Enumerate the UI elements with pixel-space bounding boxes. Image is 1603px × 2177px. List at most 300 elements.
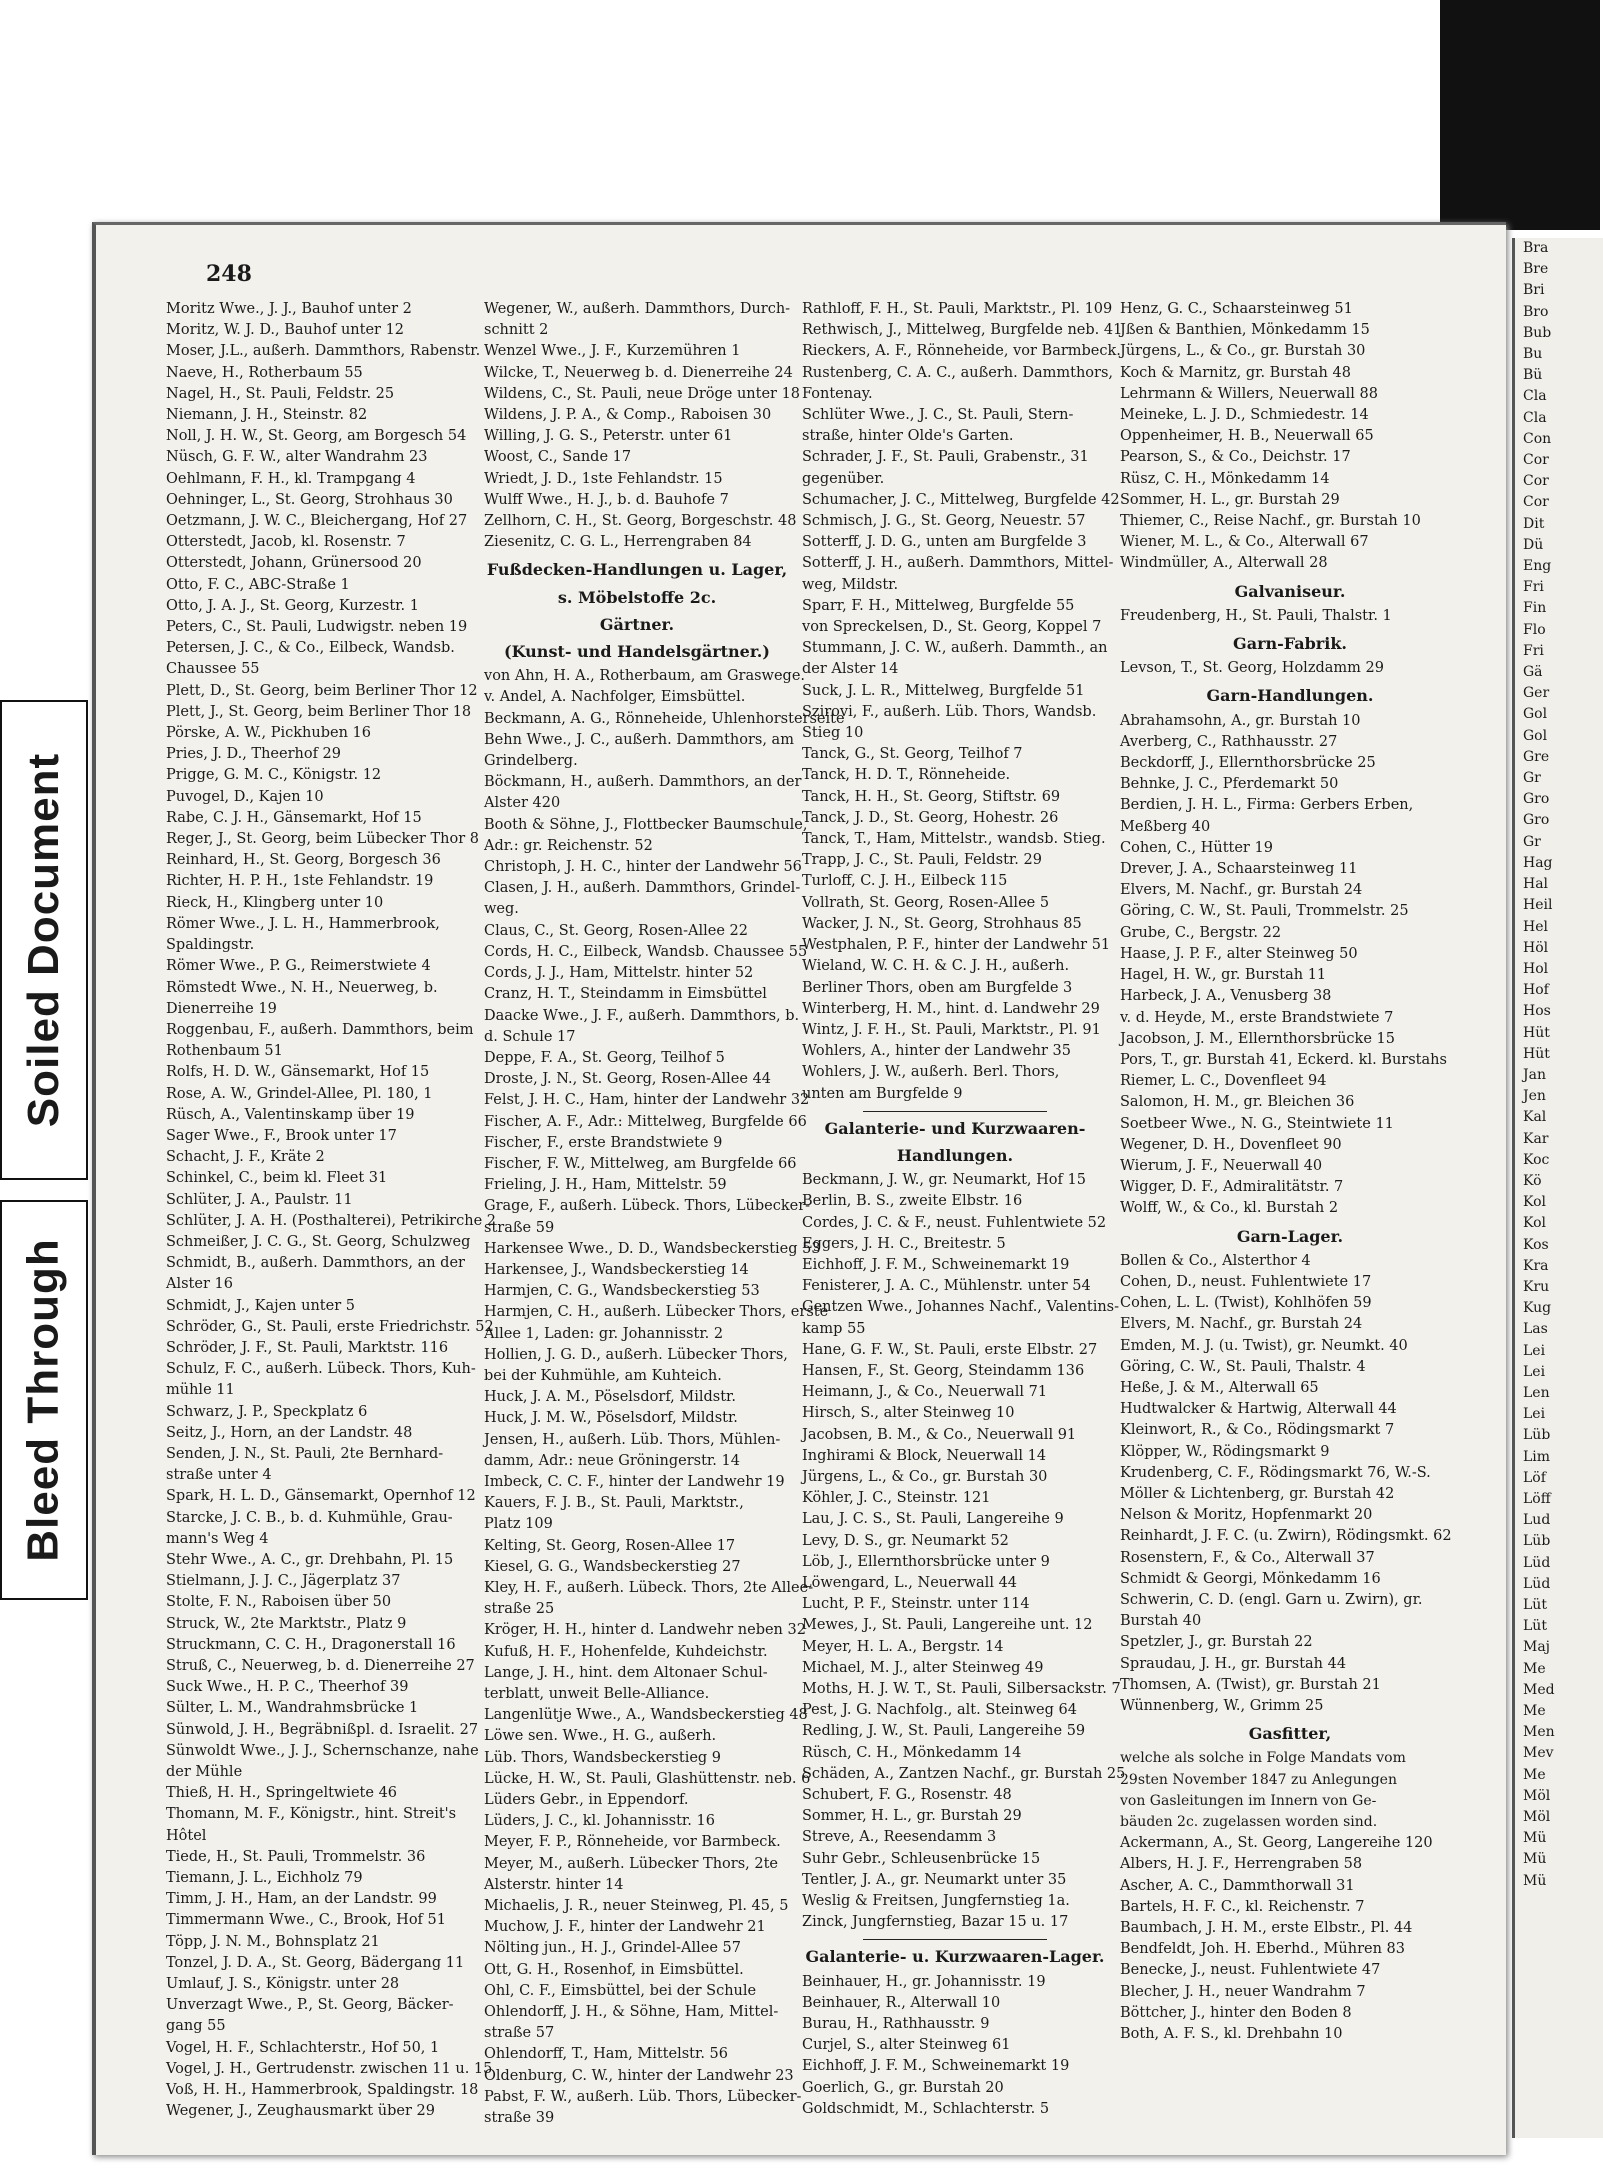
directory-entry: Clasen, J. H., außerh. Dammthors, Grindel- — [484, 880, 801, 897]
directory-entry: Stolte, F. N., Raboisen über 50 — [166, 1594, 392, 1611]
section-heading: Galvaniseur. — [1234, 581, 1346, 601]
directory-entry: Emden, M. J. (u. Twist), gr. Neumkt. 40 — [1120, 1337, 1408, 1354]
directory-entry: Cords, J. J., Ham, Mittelstr. hinter 52 — [484, 965, 754, 982]
directory-entry: Winterberg, H. M., hint. d. Landwehr 29 — [802, 1000, 1100, 1017]
adjacent-page-fragment: Men — [1523, 1724, 1555, 1741]
directory-entry: Reger, J., St. Georg, beim Lübecker Thor 8 — [166, 831, 479, 848]
directory-entry: Spetzler, J., gr. Burstah 22 — [1120, 1634, 1313, 1651]
directory-entry: Freudenberg, H., St. Pauli, Thalstr. 1 — [1120, 607, 1392, 624]
directory-entry: Nölting jun., H. J., Grindel-Allee 57 — [484, 1940, 741, 1957]
adjacent-page-fragment: Dit — [1523, 515, 1545, 532]
directory-entry: bei der Kuhmühle, am Kuhteich. — [484, 1367, 722, 1384]
directory-entry: Chaussee 55 — [166, 661, 260, 678]
directory-entry: Tanck, G., St. Georg, Teilhof 7 — [802, 746, 1023, 763]
directory-entry: Rüsch, C. H., Mönkedamm 14 — [802, 1744, 1022, 1761]
directory-entry: Levson, T., St. Georg, Holzdamm 29 — [1120, 660, 1384, 677]
directory-entry: Lücke, H. W., St. Pauli, Glashüttenstr. neb. 6 — [484, 1770, 811, 1787]
directory-entry: weg. — [484, 901, 519, 918]
directory-entry: Rabe, C. J. H., Gänsemarkt, Hof 15 — [166, 809, 422, 826]
directory-entry: Wildens, J. P. A., & Comp., Raboisen 30 — [484, 407, 772, 424]
directory-entry: Allee 1, Laden: gr. Johannisstr. 2 — [484, 1325, 724, 1342]
directory-entry: Wilcke, T., Neuerweg b. d. Dienerreihe 24 — [484, 364, 793, 381]
directory-entry: Rothenbaum 51 — [166, 1043, 283, 1060]
adjacent-page-fragment: Möl — [1523, 1787, 1551, 1804]
directory-entry: Löwe sen. Wwe., H. G., außerh. — [484, 1728, 717, 1745]
directory-entry: Tanck, H. H., St. Georg, Stiftstr. 69 — [802, 788, 1061, 805]
directory-entry: Schubert, F. G., Rosenstr. 48 — [802, 1787, 1012, 1804]
directory-entry: Tonzel, J. D. A., St. Georg, Bädergang 11 — [166, 1954, 465, 1971]
directory-entry: Ziesenitz, C. G. L., Herrengraben 84 — [484, 534, 752, 551]
directory-entry: Löb, J., Ellernthorsbrücke unter 9 — [802, 1553, 1050, 1570]
directory-entry: Lüb. Thors, Wandsbeckerstieg 9 — [484, 1749, 722, 1766]
directory-entry: Beckmann, A. G., Rönneheide, Uhlenhorsterseite — [484, 710, 845, 727]
directory-entry: Thomsen, A. (Twist), gr. Burstah 21 — [1120, 1676, 1381, 1693]
directory-entry: Ascher, A. C., Dammthorwall 31 — [1120, 1877, 1355, 1894]
adjacent-page-fragment: Lüd — [1523, 1575, 1551, 1592]
directory-entry: Tiede, H., St. Pauli, Trommelstr. 36 — [166, 1848, 426, 1865]
directory-entry: Behn Wwe., J. C., außerh. Dammthors, am — [484, 731, 794, 748]
adjacent-page-fragment: Hos — [1523, 1003, 1551, 1020]
directory-entry: Lucht, P. F., Steinstr. unter 114 — [802, 1596, 1030, 1613]
directory-entry: straße 25 — [484, 1601, 555, 1618]
directory-entry: Huck, J. M. W., Pöselsdorf, Mildstr. — [484, 1410, 738, 1427]
directory-entry: Cohen, L. L. (Twist), Kohlhöfen 59 — [1120, 1295, 1372, 1312]
directory-entry: Tanck, J. D., St. Georg, Hohestr. 26 — [802, 809, 1059, 826]
directory-entry: Felst, J. H. C., Ham, hinter der Landwehr 32 — [484, 1092, 810, 1109]
directory-entry: Alster 420 — [484, 795, 561, 812]
directory-entry: Unverzagt Wwe., P., St. Georg, Bäcker- — [166, 1997, 454, 2014]
directory-entry: Schlüter, J. A., Paulstr. 11 — [166, 1191, 353, 1208]
directory-entry: Puvogel, D., Kajen 10 — [166, 788, 324, 805]
directory-entry: Voß, H. H., Hammerbrook, Spaldingstr. 18 — [166, 2082, 479, 2099]
directory-entry: Ott, G. H., Rosenhof, in Eimsbüttel. — [484, 1961, 744, 1978]
document-page — [92, 222, 1506, 2155]
adjacent-page-fragment: Kos — [1523, 1236, 1549, 1253]
directory-entry: Beinhauer, H., gr. Johannisstr. 19 — [802, 1973, 1046, 1990]
directory-entry: Berdien, J. H. L., Firma: Gerbers Erben, — [1120, 797, 1414, 814]
directory-entry: Heße, J. & M., Alterwall 65 — [1120, 1379, 1319, 1396]
directory-entry: Starcke, J. C. B., b. d. Kuhmühle, Grau- — [166, 1509, 453, 1526]
directory-entry: Reinhard, H., St. Georg, Borgesch 36 — [166, 852, 441, 869]
directory-entry: Göring, C. W., St. Pauli, Trommelstr. 25 — [1120, 903, 1409, 920]
directory-entry: Soetbeer Wwe., N. G., Steintwiete 11 — [1120, 1115, 1394, 1132]
directory-entry: Salomon, H. M., gr. Bleichen 36 — [1120, 1094, 1355, 1111]
directory-entry: Spraudau, J. H., gr. Burstah 44 — [1120, 1655, 1347, 1672]
directory-entry: Kleinwort, R., & Co., Rödingsmarkt 7 — [1120, 1422, 1395, 1439]
directory-entry: Jensen, H., außerh. Lüb. Thors, Mühlen- — [484, 1431, 781, 1448]
directory-entry: Fenisterer, J. A. C., Mühlenstr. unter 54 — [802, 1278, 1091, 1295]
adjacent-page-fragment: Lei — [1523, 1342, 1546, 1359]
directory-entry: Rethwisch, J., Mittelweg, Burgfelde neb. 41 — [802, 322, 1123, 339]
adjacent-page-fragment: Kal — [1523, 1109, 1547, 1126]
directory-entry: Szirovi, F., außerh. Lüb. Thors, Wandsb. — [802, 703, 1097, 720]
column-1 — [166, 299, 496, 2122]
adjacent-page-fragment: Cor — [1523, 473, 1549, 490]
directory-entry: Ohl, C. F., Eimsbüttel, bei der Schule — [484, 1982, 757, 1999]
directory-entry: von Ahn, H. A., Rotherbaum, am Graswege. — [484, 668, 806, 685]
directory-entry: Schröder, G., St. Pauli, erste Friedrichstr. 52 — [166, 1318, 494, 1335]
directory-entry: Streve, A., Reesendamm 3 — [802, 1829, 997, 1846]
adjacent-page-fragment: Kra — [1523, 1257, 1549, 1274]
directory-entry: gang 55 — [166, 2018, 226, 2035]
adjacent-page-fragment: Bub — [1523, 324, 1552, 341]
directory-entry: Wohlers, A., hinter der Landwehr 35 — [802, 1043, 1071, 1060]
directory-entry: Hagel, H. W., gr. Burstah 11 — [1120, 967, 1327, 984]
directory-entry: Schwerin, C. D. (engl. Garn u. Zwirn), gr. — [1120, 1591, 1423, 1608]
directory-entry: Pest, J. G. Nachfolg., alt. Steinweg 64 — [802, 1702, 1077, 1719]
directory-entry: Moritz, W. J. D., Bauhof unter 12 — [166, 322, 405, 339]
directory-entry: Zellhorn, C. H., St. Georg, Borgeschstr. 48 — [484, 513, 797, 530]
adjacent-page-fragment: Bro — [1523, 303, 1549, 320]
directory-entry: Harkensee, J., Wandsbeckerstieg 14 — [484, 1261, 749, 1278]
directory-entry: Moritz Wwe., J. J., Bauhof unter 2 — [166, 301, 412, 317]
section-note: bäuden 2c. zugelassen worden sind. — [1120, 1814, 1378, 1831]
section-heading: Garn-Lager. — [1236, 1226, 1344, 1246]
directory-entry: Droste, J. N., St. Georg, Rosen-Allee 44 — [484, 1071, 772, 1088]
adjacent-page-fragment: Bü — [1523, 367, 1543, 384]
directory-entry: Bartels, H. F. C., kl. Reichenstr. 7 — [1120, 1898, 1365, 1915]
adjacent-page-fragment: Fri — [1523, 579, 1544, 596]
directory-entry: Niemann, J. H., Steinstr. 82 — [166, 407, 368, 424]
directory-entry: Schrader, J. F., St. Pauli, Grabenstr., 31 — [802, 449, 1089, 466]
directory-entry: Kiesel, G. G., Wandsbeckerstieg 27 — [484, 1558, 741, 1575]
directory-entry: straße 57 — [484, 2025, 555, 2042]
directory-entry: Burstah 40 — [1120, 1613, 1202, 1630]
directory-entry: Inghirami & Block, Neuerwall 14 — [802, 1447, 1047, 1464]
directory-entry: Albers, H. J. F., Herrengraben 58 — [1120, 1856, 1363, 1873]
directory-entry: Sünwold, J. H., Begräbnißpl. d. Israelit. 27 — [166, 1721, 479, 1738]
directory-entry: Daacke Wwe., J. F., außerh. Dammthors, b. — [484, 1007, 800, 1024]
directory-entry: Kröger, H. H., hinter d. Landwehr neben 32 — [484, 1622, 806, 1639]
directory-entry: Baumbach, J. H. M., erste Elbstr., Pl. 44 — [1120, 1920, 1413, 1937]
directory-entry: Kley, H. F., außerh. Lübeck. Thors, 2te Allee- — [484, 1579, 814, 1596]
directory-entry: Wiener, M. L., & Co., Alterwall 67 — [1120, 534, 1369, 551]
directory-entry: Fischer, A. F., Adr.: Mittelweg, Burgfelde 66 — [484, 1113, 807, 1130]
directory-entry: Wegener, D. H., Dovenfleet 90 — [1120, 1136, 1342, 1153]
directory-entry: Spark, H. L. D., Gänsemarkt, Opernhof 12 — [166, 1488, 476, 1505]
directory-entry: Römstedt Wwe., N. H., Neuerweg, b. — [166, 979, 438, 996]
directory-entry: Oetzmann, J. W. C., Bleichergang, Hof 27 — [166, 513, 468, 530]
directory-entry: Wenzel Wwe., J. F., Kurzemühren 1 — [484, 343, 741, 360]
directory-entry: Naeve, H., Rotherbaum 55 — [166, 364, 363, 381]
directory-entry: Otto, J. A. J., St. Georg, Kurzestr. 1 — [166, 597, 419, 614]
directory-entry: Wigger, D. F., Admiralitätstr. 7 — [1120, 1179, 1344, 1196]
directory-entry: Weslig & Freitsen, Jungfernstieg 1a. — [802, 1893, 1070, 1910]
adjacent-page-fragment: Hof — [1523, 982, 1549, 999]
directory-entry: Roggenbau, F., außerh. Dammthors, beim — [166, 1021, 474, 1038]
adjacent-page-fragment: Lei — [1523, 1363, 1546, 1380]
soiled-document-label — [0, 700, 88, 1180]
directory-entry: Schumacher, J. C., Mittelweg, Burgfelde 42 — [802, 491, 1120, 508]
adjacent-page-fragment: Lüt — [1523, 1597, 1547, 1613]
adjacent-page-fragment: Bu — [1523, 346, 1543, 363]
directory-entry: Jürgens, L., & Co., gr. Burstah 30 — [802, 1468, 1048, 1485]
adjacent-page-fragment: Hol — [1523, 960, 1549, 977]
adjacent-page-fragment: Mü — [1523, 1830, 1547, 1847]
adjacent-page-fragment: Lüt — [1523, 1618, 1547, 1635]
directory-entry: Rieck, H., Klingberg unter 10 — [166, 894, 384, 911]
directory-entry: Otto, F. C., ABC-Straße 1 — [166, 576, 350, 593]
directory-entry: Peters, C., St. Pauli, Ludwigstr. neben 19 — [166, 619, 468, 636]
directory-entry: Mewes, J., St. Pauli, Langereihe unt. 12 — [802, 1617, 1093, 1634]
directory-entry: Rolfs, H. D. W., Gänsemarkt, Hof 15 — [166, 1064, 430, 1081]
adjacent-page-fragment: Lüb — [1523, 1533, 1551, 1550]
directory-entry: Moths, H. J. W. T., St. Pauli, Silbersackstr. 7 — [802, 1681, 1121, 1697]
directory-entry: Schmisch, J. G., St. Georg, Neuestr. 57 — [802, 513, 1086, 530]
directory-entry: straße 59 — [484, 1219, 555, 1236]
directory-entry: Thomann, M. F., Königstr., hint. Streit's — [166, 1806, 457, 1823]
directory-entry: Meßberg 40 — [1120, 818, 1211, 835]
directory-entry: Bollen & Co., Alsterthor 4 — [1120, 1252, 1311, 1269]
directory-entry: Elvers, M. Nachf., gr. Burstah 24 — [1120, 1316, 1363, 1333]
directory-entry: Wohlers, J. W., außerh. Berl. Thors, — [802, 1064, 1060, 1081]
directory-entry: Abrahamsohn, A., gr. Burstah 10 — [1120, 712, 1361, 729]
directory-entry: Platz 109 — [484, 1516, 553, 1533]
adjacent-page-fragment: Hel — [1523, 918, 1548, 935]
directory-entry: Spaldingstr. — [166, 937, 255, 954]
directory-entry: Westphalen, P. F., hinter der Landwehr 51 — [802, 937, 1111, 954]
directory-entry: Löwengard, L., Neuerwall 44 — [802, 1574, 1018, 1591]
directory-entry: d. Schule 17 — [484, 1028, 576, 1045]
directory-entry: Booth & Söhne, J., Flottbecker Baumschule, — [484, 816, 808, 833]
directory-entry: Cords, H. C., Eilbeck, Wandsb. Chaussee 55 — [484, 943, 808, 960]
adjacent-page-fragment: Me — [1523, 1766, 1546, 1783]
adjacent-page-fragment: Len — [1523, 1384, 1550, 1401]
section-heading: Garn-Handlungen. — [1206, 686, 1374, 706]
directory-entry: Tiemann, J. L., Eichholz 79 — [166, 1870, 363, 1887]
adjacent-page-fragment: Lei — [1523, 1406, 1546, 1423]
adjacent-page-fragment: Kol — [1523, 1194, 1546, 1211]
directory-entry: Cordes, J. C. & F., neust. Fuhlentwiete 52 — [802, 1214, 1107, 1231]
directory-entry: Sager Wwe., F., Brook unter 17 — [166, 1127, 397, 1144]
directory-entry: damm, Adr.: neue Gröningerstr. 14 — [484, 1452, 740, 1469]
directory-entry: Langenlütje Wwe., A., Wandsbeckerstieg 48 — [484, 1707, 808, 1724]
directory-entry: gegenüber. — [802, 470, 885, 487]
directory-entry: terblatt, unweit Belle-Alliance. — [484, 1686, 710, 1702]
adjacent-page-fragment: Fri — [1523, 642, 1544, 659]
section-note: von Gasleitungen im Innern von Ge- — [1120, 1792, 1377, 1809]
directory-entry: Heimann, J., & Co., Neuerwall 71 — [802, 1384, 1048, 1401]
section-note: 29sten November 1847 zu Anlegungen — [1120, 1771, 1397, 1788]
directory-entry: Tanck, H. D. T., Rönneheide. — [802, 767, 1011, 784]
directory-entry: Jacobsen, B. M., & Co., Neuerwall 91 — [802, 1426, 1077, 1443]
directory-entry: Otterstedt, Johann, Grünersood 20 — [166, 555, 422, 572]
directory-entry: Lüders, J. C., kl. Johannisstr. 16 — [484, 1813, 715, 1830]
directory-entry: Meineke, L. J. D., Schmiedestr. 14 — [1120, 407, 1369, 424]
directory-entry: Ohlendorff, T., Ham, Mittelstr. 56 — [484, 2046, 728, 2063]
directory-entry: Pearson, S., & Co., Deichstr. 17 — [1120, 449, 1351, 466]
directory-entry: Stieg 10 — [802, 725, 864, 742]
scanner-edge — [1440, 0, 1600, 230]
adjacent-page-fragment: Lüb — [1523, 1427, 1551, 1444]
section-rule — [863, 1111, 1047, 1112]
section-heading: s. Möbelstoffe 2c. — [557, 587, 717, 607]
directory-entry: Harbeck, J. A., Venusberg 38 — [1120, 988, 1332, 1005]
directory-entry: Suck Wwe., H. P. C., Theerhof 39 — [166, 1679, 409, 1696]
adjacent-page-fragment: Jen — [1523, 1088, 1546, 1105]
directory-entry: Oldenburg, C. W., hinter der Landwehr 23 — [484, 2067, 794, 2084]
section-heading: Galanterie- u. Kurzwaaren-Lager. — [805, 1947, 1105, 1967]
directory-entry: Fischer, F. W., Mittelweg, am Burgfelde 66 — [484, 1155, 797, 1172]
directory-entry: Wriedt, J. D., 1ste Fehlandstr. 15 — [484, 470, 723, 487]
directory-entry: unten am Burgfelde 9 — [802, 1085, 963, 1102]
adjacent-page-fragment: Kö — [1523, 1172, 1542, 1189]
directory-entry: Oppenheimer, H. B., Neuerwall 65 — [1120, 428, 1374, 445]
directory-entry: Grube, C., Bergstr. 22 — [1120, 924, 1282, 941]
directory-entry: Göring, C. W., St. Pauli, Thalstr. 4 — [1120, 1358, 1366, 1375]
directory-entry: Sotterff, J. H., außerh. Dammthors, Mittel- — [802, 555, 1114, 572]
directory-entry: Kufuß, H. F., Hohenfelde, Kuhdeichstr. — [484, 1643, 768, 1660]
directory-entry: Schröder, J. F., St. Pauli, Marktstr. 116 — [166, 1339, 449, 1356]
directory-entry: Henz, G. C., Schaarsteinweg 51 — [1120, 301, 1353, 317]
directory-entry: Grindelberg. — [484, 753, 578, 770]
directory-entry: Hansen, F., St. Georg, Steindamm 136 — [802, 1362, 1085, 1379]
directory-entry: Pörske, A. W., Pickhuben 16 — [166, 725, 371, 742]
adjacent-page-fragment: Mev — [1523, 1745, 1554, 1762]
directory-entry: Elvers, M. Nachf., gr. Burstah 24 — [1120, 882, 1363, 899]
directory-entry: Grage, F., außerh. Lübeck. Thors, Lübecker- — [484, 1198, 811, 1215]
adjacent-page-fragment: Löff — [1523, 1490, 1551, 1507]
directory-entry: von Spreckelsen, D., St. Georg, Koppel 7 — [802, 619, 1102, 636]
directory-entry: Plett, J., St. Georg, beim Berliner Thor 18 — [166, 703, 472, 720]
adjacent-page-fragment: Gol — [1523, 706, 1548, 723]
adjacent-page-fragment: Maj — [1523, 1639, 1551, 1656]
directory-entry: Lehrmann & Willers, Neuerwall 88 — [1120, 385, 1378, 402]
directory-entry: Haase, J. P. F., alter Steinweg 50 — [1120, 945, 1358, 962]
directory-entry: Rustenberg, C. A. C., außerh. Dammthors, — [802, 364, 1114, 381]
section-heading: Galanterie- und Kurzwaaren- — [824, 1118, 1086, 1138]
directory-entry: Noll, J. H. W., St. Georg, am Borgesch 54 — [166, 428, 467, 445]
adjacent-page-fragment: Lüd — [1523, 1554, 1551, 1571]
directory-entry: Jacobson, J. M., Ellernthorsbrücke 15 — [1120, 1030, 1395, 1047]
directory-entry: Umlauf, J. S., Königstr. unter 28 — [166, 1976, 400, 1993]
adjacent-page-fragment: Kru — [1523, 1278, 1550, 1295]
directory-entry: Römer Wwe., P. G., Reimerstwiete 4 — [166, 958, 431, 975]
directory-entry: Muchow, J. F., hinter der Landwehr 21 — [484, 1919, 766, 1936]
directory-entry: Struß, C., Neuerweg, b. d. Dienerreihe 27 — [166, 1658, 475, 1674]
adjacent-page-fragment: Mü — [1523, 1851, 1547, 1868]
directory-entry: Wegener, W., außerh. Dammthors, Durch- — [484, 301, 791, 317]
directory-entry: Krudenberg, C. F., Rödingsmarkt 76, W.-S. — [1120, 1464, 1431, 1481]
directory-entry: Seitz, J., Horn, an der Landstr. 48 — [166, 1424, 413, 1441]
directory-entry: Jßen & Banthien, Mönkedamm 15 — [1120, 322, 1370, 339]
directory-entry: Michaelis, J. R., neuer Steinweg, Pl. 45, 5 — [484, 1898, 789, 1915]
directory-entry: Blecher, J. H., neuer Wandrahm 7 — [1120, 1983, 1366, 2000]
directory-entry: Tanck, T., Ham, Mittelstr., wandsb. Stieg. — [802, 831, 1106, 848]
adjacent-page-fragment: Cla — [1523, 388, 1547, 405]
directory-entry: Reinhardt, J. F. C. (u. Zwirn), Rödingsmkt. 62 — [1120, 1528, 1452, 1545]
directory-entry: Thieß, H. H., Springeltwiete 46 — [166, 1785, 398, 1802]
directory-entry: Alsterstr. hinter 14 — [484, 1876, 624, 1893]
bleed-through-label — [0, 1200, 88, 1600]
directory-entry: Behnke, J. C., Pferdemarkt 50 — [1120, 776, 1339, 793]
directory-entry: Vogel, H. F., Schlachterstr., Hof 50, 1 — [166, 2039, 440, 2056]
directory-entry: Römer Wwe., J. L. H., Hammerbrook, — [166, 915, 440, 932]
section-heading: Gärtner. — [599, 614, 675, 634]
column-3 — [802, 299, 1126, 2120]
adjacent-page-fragment: Con — [1523, 430, 1552, 447]
directory-entry: Wolff, W., & Co., kl. Burstah 2 — [1120, 1200, 1339, 1217]
adjacent-page-fragment: Me — [1523, 1660, 1546, 1677]
directory-entry: Eggers, J. H. C., Breitestr. 5 — [802, 1235, 1006, 1252]
directory-entry: kamp 55 — [802, 1320, 866, 1337]
directory-entry: Rüsch, A., Valentinskamp über 19 — [166, 1106, 415, 1123]
directory-entry: Imbeck, C. C. F., hinter der Landwehr 19 — [484, 1473, 785, 1490]
directory-entry: Schlüter Wwe., J. C., St. Pauli, Stern- — [802, 407, 1074, 424]
directory-entry: Deppe, F. A., St. Georg, Teilhof 5 — [484, 1049, 725, 1066]
directory-entry: Vollrath, St. Georg, Rosen-Allee 5 — [802, 894, 1050, 911]
directory-entry: der Alster 14 — [802, 661, 899, 678]
directory-entry: Meyer, F. P., Rönneheide, vor Barmbeck. — [484, 1834, 781, 1851]
adjacent-page-fragment: Jan — [1523, 1066, 1546, 1083]
directory-entry: Rose, A. W., Grindel-Allee, Pl. 180, 1 — [166, 1085, 433, 1102]
page-number: 248 — [206, 261, 252, 287]
adjacent-page-fragment: Dü — [1523, 536, 1544, 553]
directory-entry: Böttcher, J., hinter den Boden 8 — [1120, 2004, 1352, 2021]
adjacent-page-fragment: Eng — [1523, 558, 1552, 575]
directory-entry: Schacht, J. F., Kräte 2 — [166, 1149, 325, 1166]
section-heading: Fußdecken-Handlungen u. Lager, — [486, 560, 788, 580]
directory-entry: Oehlmann, F. H., kl. Trampgang 4 — [166, 470, 416, 487]
directory-entry: Prigge, G. M. C., Königstr. 12 — [166, 767, 382, 784]
directory-entry: Böckmann, H., außerh. Dammthors, an der — [484, 774, 802, 791]
directory-entry: Köhler, J. C., Steinstr. 121 — [802, 1490, 991, 1507]
directory-entry: Both, A. F. S., kl. Drehbahn 10 — [1120, 2026, 1343, 2043]
directory-entry: Pors, T., gr. Burstah 41, Eckerd. kl. Burstahs — [1120, 1051, 1447, 1068]
column-4 — [1120, 299, 1460, 2045]
directory-entry: Rieckers, A. F., Rönneheide, vor Barmbeck. — [802, 343, 1121, 360]
directory-entry: Nagel, H., St. Pauli, Feldstr. 25 — [166, 385, 395, 402]
adjacent-page-fragment: Hal — [1523, 876, 1549, 893]
directory-entry: Harmjen, C. G., Wandsbeckerstieg 53 — [484, 1283, 760, 1300]
directory-entry: weg, Mildstr. — [802, 576, 899, 593]
directory-entry: Töpp, J. N. M., Bohnsplatz 21 — [166, 1933, 380, 1950]
adjacent-page-fragment: Bri — [1523, 282, 1545, 299]
directory-entry: Schulz, F. C., außerh. Lübeck. Thors, Kuh- — [166, 1361, 476, 1378]
directory-entry: Michael, M. J., alter Steinweg 49 — [802, 1659, 1044, 1676]
directory-entry: v. d. Heyde, M., erste Brandstwiete 7 — [1120, 1009, 1394, 1026]
directory-entry: Sommer, H. L., gr. Burstah 29 — [1120, 491, 1340, 508]
adjacent-page-fragment: Möl — [1523, 1809, 1551, 1826]
directory-entry: Riemer, L. C., Dovenfleet 94 — [1120, 1073, 1327, 1090]
directory-entry: Sommer, H. L., gr. Burstah 29 — [802, 1808, 1022, 1825]
directory-entry: Fischer, F., erste Brandstwiete 9 — [484, 1134, 723, 1151]
directory-entry: Meyer, M., außerh. Lübecker Thors, 2te — [484, 1855, 778, 1872]
directory-entry: Schmidt & Georgi, Mönkedamm 16 — [1120, 1570, 1381, 1587]
adjacent-page-fragment: Me — [1523, 1703, 1546, 1720]
directory-entry: Wulff Wwe., H. J., b. d. Bauhofe 7 — [484, 491, 729, 508]
directory-entry: Möller & Lichtenberg, gr. Burstah 42 — [1120, 1485, 1395, 1502]
directory-entry: mann's Weg 4 — [166, 1530, 269, 1547]
directory-entry: Averberg, C., Rathhausstr. 27 — [1120, 733, 1338, 750]
directory-entry: Dienerreihe 19 — [166, 1000, 277, 1017]
directory-entry: Harkensee Wwe., D. D., Wandsbeckerstieg 53 — [484, 1240, 821, 1257]
directory-entry: Lange, J. H., hint. dem Altonaer Schul- — [484, 1664, 768, 1681]
directory-entry: v. Andel, A. Nachfolger, Eimsbüttel. — [484, 689, 746, 706]
directory-entry: Meyer, H. L. A., Bergstr. 14 — [802, 1638, 1004, 1655]
section-note: welche als solche in Folge Mandats vom — [1120, 1750, 1406, 1767]
directory-entry: Christoph, J. H. C., hinter der Landwehr 56 — [484, 859, 802, 876]
adjacent-page-fragment: Hüt — [1523, 1045, 1550, 1062]
directory-entry: Levy, D. S., gr. Neumarkt 52 — [802, 1532, 1009, 1549]
directory-entry: Wacker, J. N., St. Georg, Strohhaus 85 — [802, 915, 1082, 932]
directory-entry: Redling, J. W., St. Pauli, Langereihe 59 — [802, 1723, 1086, 1740]
directory-entry: Thiemer, C., Reise Nachf., gr. Burstah 10 — [1120, 513, 1421, 530]
directory-entry: Cohen, D., neust. Fuhlentwiete 17 — [1120, 1273, 1372, 1290]
directory-entry: Nüsch, G. F. W., alter Wandrahm 23 — [166, 449, 428, 466]
directory-entry: Windmüller, A., Alterwall 28 — [1120, 555, 1328, 572]
directory-entry: Wegener, J., Zeughausmarkt über 29 — [166, 2103, 435, 2120]
